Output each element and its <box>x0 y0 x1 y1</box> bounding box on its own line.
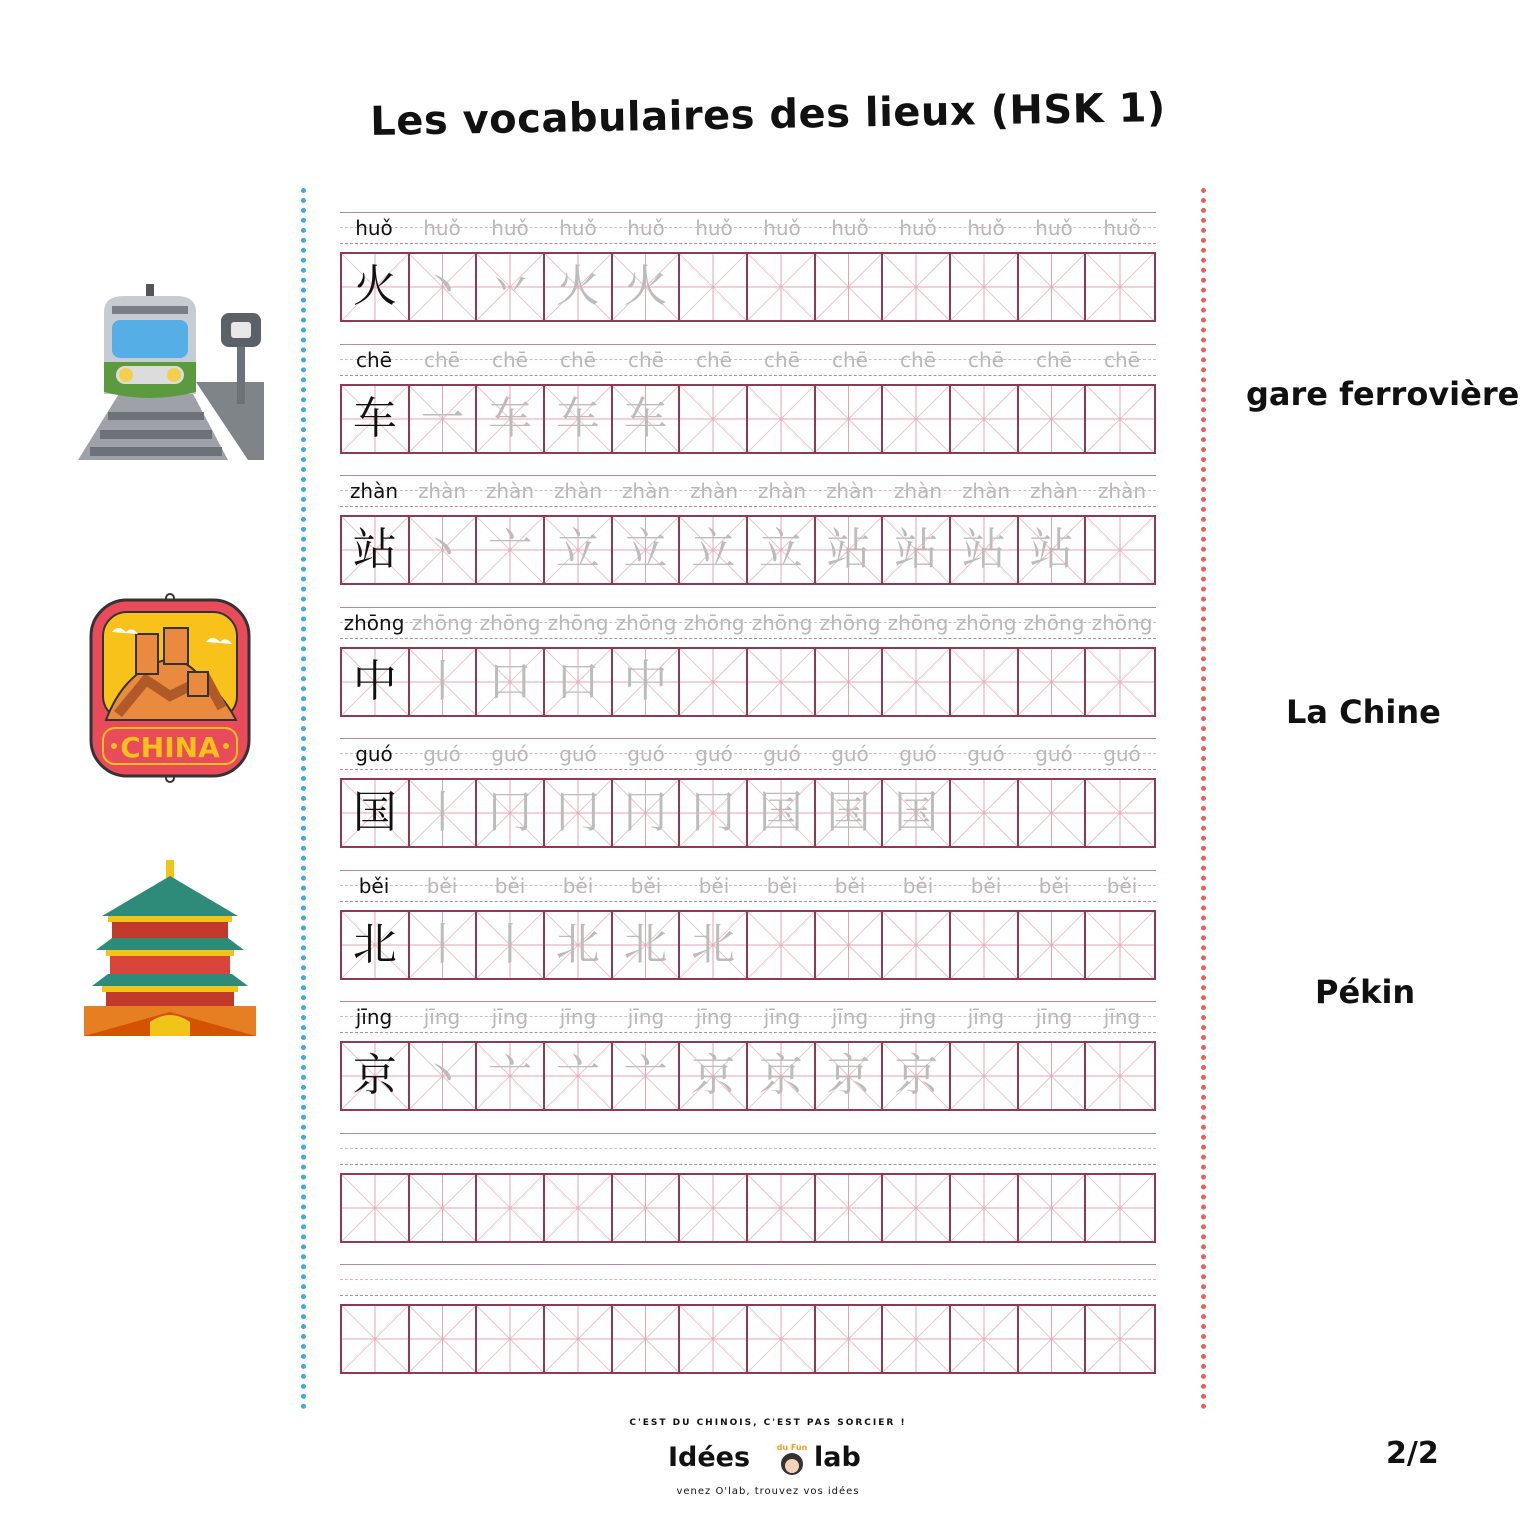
pinyin-trace: guó <box>1035 742 1073 766</box>
writing-cell[interactable] <box>680 780 748 846</box>
footer-subtitle: venez O'lab, trouvez vos idées <box>676 1486 860 1497</box>
stroke-order-trace: 冂 <box>623 787 668 838</box>
writing-cell[interactable] <box>1086 912 1154 978</box>
writing-cell[interactable] <box>545 780 613 846</box>
writing-cell[interactable] <box>1019 649 1087 715</box>
pinyin-trace: zhōng <box>819 610 881 635</box>
writing-cell[interactable] <box>1019 1306 1087 1372</box>
writing-cell[interactable] <box>545 912 613 978</box>
writing-cell[interactable] <box>410 649 478 715</box>
pinyin-trace: zhōng <box>751 610 813 635</box>
pinyin-trace: zhàn <box>825 479 875 503</box>
writing-cell[interactable] <box>410 1306 478 1372</box>
writing-cell[interactable] <box>883 912 951 978</box>
writing-cell[interactable] <box>1086 1306 1154 1372</box>
practice-row <box>340 1264 1156 1374</box>
pinyin-trace: guó <box>763 742 801 766</box>
pinyin-band <box>340 1133 1156 1165</box>
logo-text-ideas: Idées <box>668 1442 751 1473</box>
writing-cell[interactable] <box>748 1043 816 1109</box>
practice-row <box>340 738 1156 848</box>
writing-cell[interactable] <box>477 517 545 583</box>
pinyin-band <box>340 607 1156 639</box>
stroke-order-trace: 京 <box>758 1050 803 1101</box>
writing-cell[interactable] <box>816 386 884 452</box>
writing-grid <box>340 1304 1156 1374</box>
writing-grid <box>340 647 1156 717</box>
writing-cell[interactable] <box>613 254 681 320</box>
pinyin-trace: guó <box>831 742 869 766</box>
pinyin-band <box>340 738 1156 770</box>
stroke-order-trace: 丨 <box>420 918 465 970</box>
writing-cell[interactable] <box>342 649 410 715</box>
pinyin-trace: huǒ <box>491 216 529 240</box>
practice-row <box>340 870 1156 980</box>
writing-cell[interactable] <box>613 780 681 846</box>
pinyin-trace: zhàn <box>689 479 739 503</box>
translation-gare-ferroviere: gare ferrovière <box>1246 375 1520 413</box>
pinyin-trace: jīng <box>1035 1005 1073 1029</box>
writing-cell[interactable] <box>342 912 410 978</box>
pinyin-trace: jīng <box>899 1005 937 1029</box>
stroke-order-trace: 亠 <box>488 524 533 575</box>
pinyin-trace: zhōng <box>479 610 541 635</box>
pinyin-trace: chē <box>628 347 664 372</box>
pinyin-trace: chē <box>424 347 460 372</box>
pinyin-trace: zhàn <box>621 479 671 503</box>
writing-cell[interactable] <box>748 780 816 846</box>
writing-cell[interactable] <box>613 517 681 583</box>
stroke-order-trace: 冂 <box>555 787 600 838</box>
pinyin-trace: jīng <box>831 1005 869 1029</box>
pinyin-trace: huǒ <box>1103 216 1141 240</box>
writing-cell[interactable] <box>477 386 545 452</box>
pinyin-band <box>340 344 1156 376</box>
writing-cell[interactable] <box>410 386 478 452</box>
pinyin-trace: huǒ <box>1035 216 1073 240</box>
writing-cell[interactable] <box>613 649 681 715</box>
china-badge-illustration <box>88 592 252 784</box>
stroke-order-trace: 丶 <box>420 1050 465 1101</box>
stroke-order-trace: 冂 <box>488 787 533 838</box>
pinyin-trace: chē <box>560 347 596 372</box>
writing-cell[interactable] <box>748 649 816 715</box>
pinyin-trace: guó <box>491 742 529 766</box>
stroke-order-trace: 火 <box>555 261 600 312</box>
stroke-order-trace: 国 <box>826 787 871 838</box>
pinyin-band <box>340 1001 1156 1033</box>
writing-cell[interactable] <box>883 780 951 846</box>
writing-grid <box>340 515 1156 585</box>
stroke-order-trace: 站 <box>826 524 871 575</box>
writing-cell[interactable] <box>816 517 884 583</box>
stroke-order-trace: 国 <box>758 787 803 838</box>
writing-cell[interactable] <box>613 1306 681 1372</box>
pinyin-trace: zhōng <box>887 610 949 635</box>
page-title: Les vocabulaires des lieux (HSK 1) <box>369 85 1167 145</box>
writing-cell[interactable] <box>951 1175 1019 1241</box>
footer-tagline: C'EST DU CHINOIS, C'EST PAS SORCIER ! <box>629 1418 907 1428</box>
hanzi-model: 国 <box>352 787 397 838</box>
writing-cell[interactable] <box>816 649 884 715</box>
hanzi-model: 火 <box>352 261 397 312</box>
hanzi-model: 北 <box>352 918 397 970</box>
writing-cell[interactable] <box>951 912 1019 978</box>
pinyin-trace: zhàn <box>417 479 467 503</box>
writing-cell[interactable] <box>410 780 478 846</box>
stroke-order-trace: 车 <box>623 392 668 444</box>
writing-cell[interactable] <box>680 386 748 452</box>
stroke-order-trace: 北 <box>691 918 736 970</box>
stroke-order-trace: 一 <box>420 392 465 444</box>
writing-grid <box>340 252 1156 322</box>
stroke-order-trace: 立 <box>691 524 736 575</box>
writing-cell[interactable] <box>1086 254 1154 320</box>
pinyin-trace: chē <box>1036 347 1072 372</box>
writing-cell[interactable] <box>545 649 613 715</box>
writing-cell[interactable] <box>477 1043 545 1109</box>
hanzi-model: 中 <box>352 655 397 707</box>
pinyin-trace: huǒ <box>695 216 733 240</box>
pinyin-trace: běi <box>766 873 798 898</box>
writing-cell[interactable] <box>545 386 613 452</box>
pinyin-trace: zhōng <box>1023 610 1085 635</box>
pinyin-trace: běi <box>970 873 1002 898</box>
writing-cell[interactable] <box>342 1175 410 1241</box>
pagoda-illustration <box>82 858 258 1036</box>
stroke-order-trace: 丶 <box>420 524 465 575</box>
writing-cell[interactable] <box>477 912 545 978</box>
writing-cell[interactable] <box>748 1306 816 1372</box>
writing-cell[interactable] <box>477 1306 545 1372</box>
pinyin-trace: guó <box>627 742 665 766</box>
stroke-order-trace: 立 <box>758 524 803 575</box>
writing-cell[interactable] <box>342 254 410 320</box>
pinyin-trace: guó <box>899 742 937 766</box>
train-windshield <box>112 320 188 358</box>
writing-cell[interactable] <box>477 1175 545 1241</box>
writing-cell[interactable] <box>680 254 748 320</box>
stroke-order-trace: 京 <box>826 1050 871 1101</box>
writing-cell[interactable] <box>545 254 613 320</box>
stroke-order-trace: 丶 <box>420 261 465 312</box>
stroke-order-trace: 站 <box>961 524 1006 575</box>
stroke-order-trace: 中 <box>623 655 668 707</box>
stroke-order-trace: 口 <box>488 655 533 707</box>
writing-grid <box>340 778 1156 848</box>
pinyin-trace: jīng <box>695 1005 733 1029</box>
pinyin-band <box>340 870 1156 902</box>
right-margin-line <box>1201 188 1206 1410</box>
pinyin-trace: zhōng <box>683 610 745 635</box>
writing-cell[interactable] <box>342 780 410 846</box>
pinyin-label: zhōng <box>343 610 405 635</box>
pinyin-trace: běi <box>630 873 662 898</box>
stroke-order-trace: 立 <box>623 524 668 575</box>
pinyin-trace: huǒ <box>627 216 665 240</box>
writing-cell[interactable] <box>1019 912 1087 978</box>
practice-row <box>340 1001 1156 1111</box>
writing-cell[interactable] <box>1019 254 1087 320</box>
pinyin-trace: huǒ <box>423 216 461 240</box>
writing-cell[interactable] <box>545 517 613 583</box>
writing-cell[interactable] <box>951 254 1019 320</box>
pinyin-trace: zhàn <box>961 479 1011 503</box>
pinyin-trace: zhàn <box>553 479 603 503</box>
writing-cell[interactable] <box>883 254 951 320</box>
pinyin-band <box>340 1264 1156 1296</box>
writing-cell[interactable] <box>816 780 884 846</box>
stroke-order-trace: 亠 <box>488 1050 533 1101</box>
writing-cell[interactable] <box>477 649 545 715</box>
pinyin-trace: jīng <box>491 1005 529 1029</box>
page-number: 2/2 <box>1386 1436 1439 1471</box>
writing-cell[interactable] <box>816 1043 884 1109</box>
writing-cell[interactable] <box>680 649 748 715</box>
pinyin-trace: běi <box>426 873 458 898</box>
writing-cell[interactable] <box>1086 1175 1154 1241</box>
writing-cell[interactable] <box>613 386 681 452</box>
writing-grid <box>340 1173 1156 1243</box>
stroke-order-trace: 站 <box>1029 524 1074 575</box>
pinyin-trace: běi <box>1038 873 1070 898</box>
pinyin-trace: jīng <box>423 1005 461 1029</box>
writing-cell[interactable] <box>748 912 816 978</box>
practice-row <box>340 212 1156 322</box>
stroke-order-trace: 口 <box>555 655 600 707</box>
writing-cell[interactable] <box>951 780 1019 846</box>
writing-cell[interactable] <box>410 254 478 320</box>
pinyin-label: guó <box>355 742 393 766</box>
writing-grid <box>340 384 1156 454</box>
writing-cell[interactable] <box>816 1175 884 1241</box>
writing-cell[interactable] <box>477 254 545 320</box>
stroke-order-trace: 立 <box>555 524 600 575</box>
pinyin-trace: chē <box>900 347 936 372</box>
writing-cell[interactable] <box>816 1306 884 1372</box>
writing-cell[interactable] <box>1086 1043 1154 1109</box>
stroke-order-trace: 冂 <box>691 787 736 838</box>
writing-cell[interactable] <box>1086 517 1154 583</box>
stroke-order-trace: 站 <box>894 524 939 575</box>
writing-cell[interactable] <box>545 1175 613 1241</box>
writing-cell[interactable] <box>748 1175 816 1241</box>
writing-cell[interactable] <box>816 254 884 320</box>
logo-arc-text: du Fun <box>776 1443 808 1452</box>
writing-cell[interactable] <box>680 1306 748 1372</box>
writing-cell[interactable] <box>951 1306 1019 1372</box>
writing-cell[interactable] <box>1019 1043 1087 1109</box>
writing-cell[interactable] <box>410 517 478 583</box>
left-margin-line <box>301 188 306 1410</box>
pinyin-trace: běi <box>494 873 526 898</box>
pinyin-trace: chē <box>1104 347 1140 372</box>
writing-cell[interactable] <box>342 1043 410 1109</box>
stroke-order-trace: 京 <box>894 1050 939 1101</box>
practice-row <box>340 475 1156 585</box>
writing-cell[interactable] <box>410 1043 478 1109</box>
pinyin-label: zhàn <box>349 479 399 503</box>
pinyin-trace: jīng <box>627 1005 665 1029</box>
writing-cell[interactable] <box>951 1043 1019 1109</box>
pinyin-trace: jīng <box>1103 1005 1141 1029</box>
stroke-order-trace: 亠 <box>623 1050 668 1101</box>
writing-cell[interactable] <box>477 780 545 846</box>
pinyin-trace: guó <box>1103 742 1141 766</box>
pinyin-band <box>340 475 1156 507</box>
writing-cell[interactable] <box>883 386 951 452</box>
pinyin-trace: zhàn <box>757 479 807 503</box>
pinyin-label: jīng <box>355 1005 393 1029</box>
writing-cell[interactable] <box>410 912 478 978</box>
practice-row <box>340 344 1156 454</box>
writing-cell[interactable] <box>613 1043 681 1109</box>
writing-cell[interactable] <box>1086 780 1154 846</box>
pinyin-trace: zhōng <box>411 610 473 635</box>
pinyin-trace: běi <box>1106 873 1138 898</box>
writing-cell[interactable] <box>680 517 748 583</box>
pinyin-label: chē <box>356 347 392 372</box>
practice-row <box>340 607 1156 717</box>
pinyin-trace: zhōng <box>615 610 677 635</box>
stroke-order-trace: 丨 <box>488 918 533 970</box>
writing-cell[interactable] <box>1019 386 1087 452</box>
stroke-order-trace: 车 <box>488 392 533 444</box>
writing-cell[interactable] <box>816 912 884 978</box>
pinyin-trace: zhàn <box>1029 479 1079 503</box>
pinyin-trace: jīng <box>967 1005 1005 1029</box>
writing-cell[interactable] <box>1019 780 1087 846</box>
writing-cell[interactable] <box>680 1043 748 1109</box>
pinyin-trace: běi <box>562 873 594 898</box>
writing-cell[interactable] <box>883 649 951 715</box>
pinyin-trace: huǒ <box>899 216 937 240</box>
writing-cell[interactable] <box>883 1175 951 1241</box>
hanzi-model: 站 <box>352 524 397 575</box>
writing-cell[interactable] <box>883 517 951 583</box>
pinyin-trace: chē <box>492 347 528 372</box>
writing-cell[interactable] <box>883 1306 951 1372</box>
pinyin-trace: huǒ <box>967 216 1005 240</box>
pinyin-trace: huǒ <box>559 216 597 240</box>
pinyin-trace: běi <box>902 873 934 898</box>
writing-grid <box>340 1041 1156 1111</box>
writing-cell[interactable] <box>1019 1175 1087 1241</box>
pinyin-trace: guó <box>967 742 1005 766</box>
pinyin-trace: huǒ <box>831 216 869 240</box>
pinyin-trace: běi <box>698 873 730 898</box>
stroke-order-trace: 火 <box>623 261 668 312</box>
translation-pekin: Pékin <box>1315 973 1416 1011</box>
logo-text-lab: lab <box>814 1442 861 1473</box>
writing-cell[interactable] <box>680 1175 748 1241</box>
pinyin-trace: chē <box>968 347 1004 372</box>
writing-cell[interactable] <box>748 386 816 452</box>
pinyin-trace: huǒ <box>763 216 801 240</box>
train-station-illustration <box>78 282 264 462</box>
practice-row <box>340 1133 1156 1243</box>
pinyin-trace: zhàn <box>893 479 943 503</box>
china-badge-label: CHINA <box>120 731 220 764</box>
pinyin-trace: chē <box>764 347 800 372</box>
writing-cell[interactable] <box>1019 517 1087 583</box>
pinyin-trace: zhàn <box>485 479 535 503</box>
writing-grid <box>340 910 1156 980</box>
pinyin-trace: běi <box>834 873 866 898</box>
stroke-order-trace: 丷 <box>488 261 533 312</box>
pinyin-trace: guó <box>695 742 733 766</box>
pinyin-trace: zhōng <box>1091 610 1153 635</box>
writing-cell[interactable] <box>342 386 410 452</box>
writing-cell[interactable] <box>680 912 748 978</box>
logo-face-icon <box>772 1440 812 1480</box>
hanzi-model: 京 <box>352 1050 397 1101</box>
pinyin-trace: guó <box>423 742 461 766</box>
pinyin-trace: guó <box>559 742 597 766</box>
stroke-order-trace: 丨 <box>420 787 465 838</box>
pinyin-trace: jīng <box>559 1005 597 1029</box>
writing-cell[interactable] <box>748 517 816 583</box>
writing-cell[interactable] <box>951 517 1019 583</box>
writing-cell[interactable] <box>545 1043 613 1109</box>
hanzi-model: 车 <box>352 392 397 444</box>
writing-cell[interactable] <box>613 912 681 978</box>
headlight-left <box>119 368 133 382</box>
writing-cell[interactable] <box>748 254 816 320</box>
pinyin-trace: chē <box>696 347 732 372</box>
pinyin-label: huǒ <box>355 216 393 240</box>
stroke-order-trace: 亠 <box>555 1050 600 1101</box>
stroke-order-trace: 京 <box>691 1050 736 1101</box>
stroke-order-trace: 车 <box>555 392 600 444</box>
writing-cell[interactable] <box>342 1306 410 1372</box>
pinyin-label: běi <box>358 873 390 898</box>
writing-cell[interactable] <box>1086 386 1154 452</box>
writing-cell[interactable] <box>545 1306 613 1372</box>
stroke-order-trace: 北 <box>555 918 600 970</box>
writing-cell[interactable] <box>951 386 1019 452</box>
pinyin-trace: zhōng <box>547 610 609 635</box>
pinyin-trace: chē <box>832 347 868 372</box>
headlight-right <box>167 368 181 382</box>
writing-cell[interactable] <box>613 1175 681 1241</box>
writing-cell[interactable] <box>883 1043 951 1109</box>
pinyin-trace: zhōng <box>955 610 1017 635</box>
writing-cell[interactable] <box>951 649 1019 715</box>
writing-cell[interactable] <box>342 517 410 583</box>
writing-cell[interactable] <box>1086 649 1154 715</box>
pinyin-band <box>340 212 1156 244</box>
stroke-order-trace: 国 <box>894 787 939 838</box>
writing-cell[interactable] <box>410 1175 478 1241</box>
pinyin-trace: jīng <box>763 1005 801 1029</box>
translation-la-chine: La Chine <box>1286 693 1441 731</box>
pinyin-trace: zhàn <box>1097 479 1147 503</box>
stroke-order-trace: 丨 <box>420 655 465 707</box>
stroke-order-trace: 北 <box>623 918 668 970</box>
